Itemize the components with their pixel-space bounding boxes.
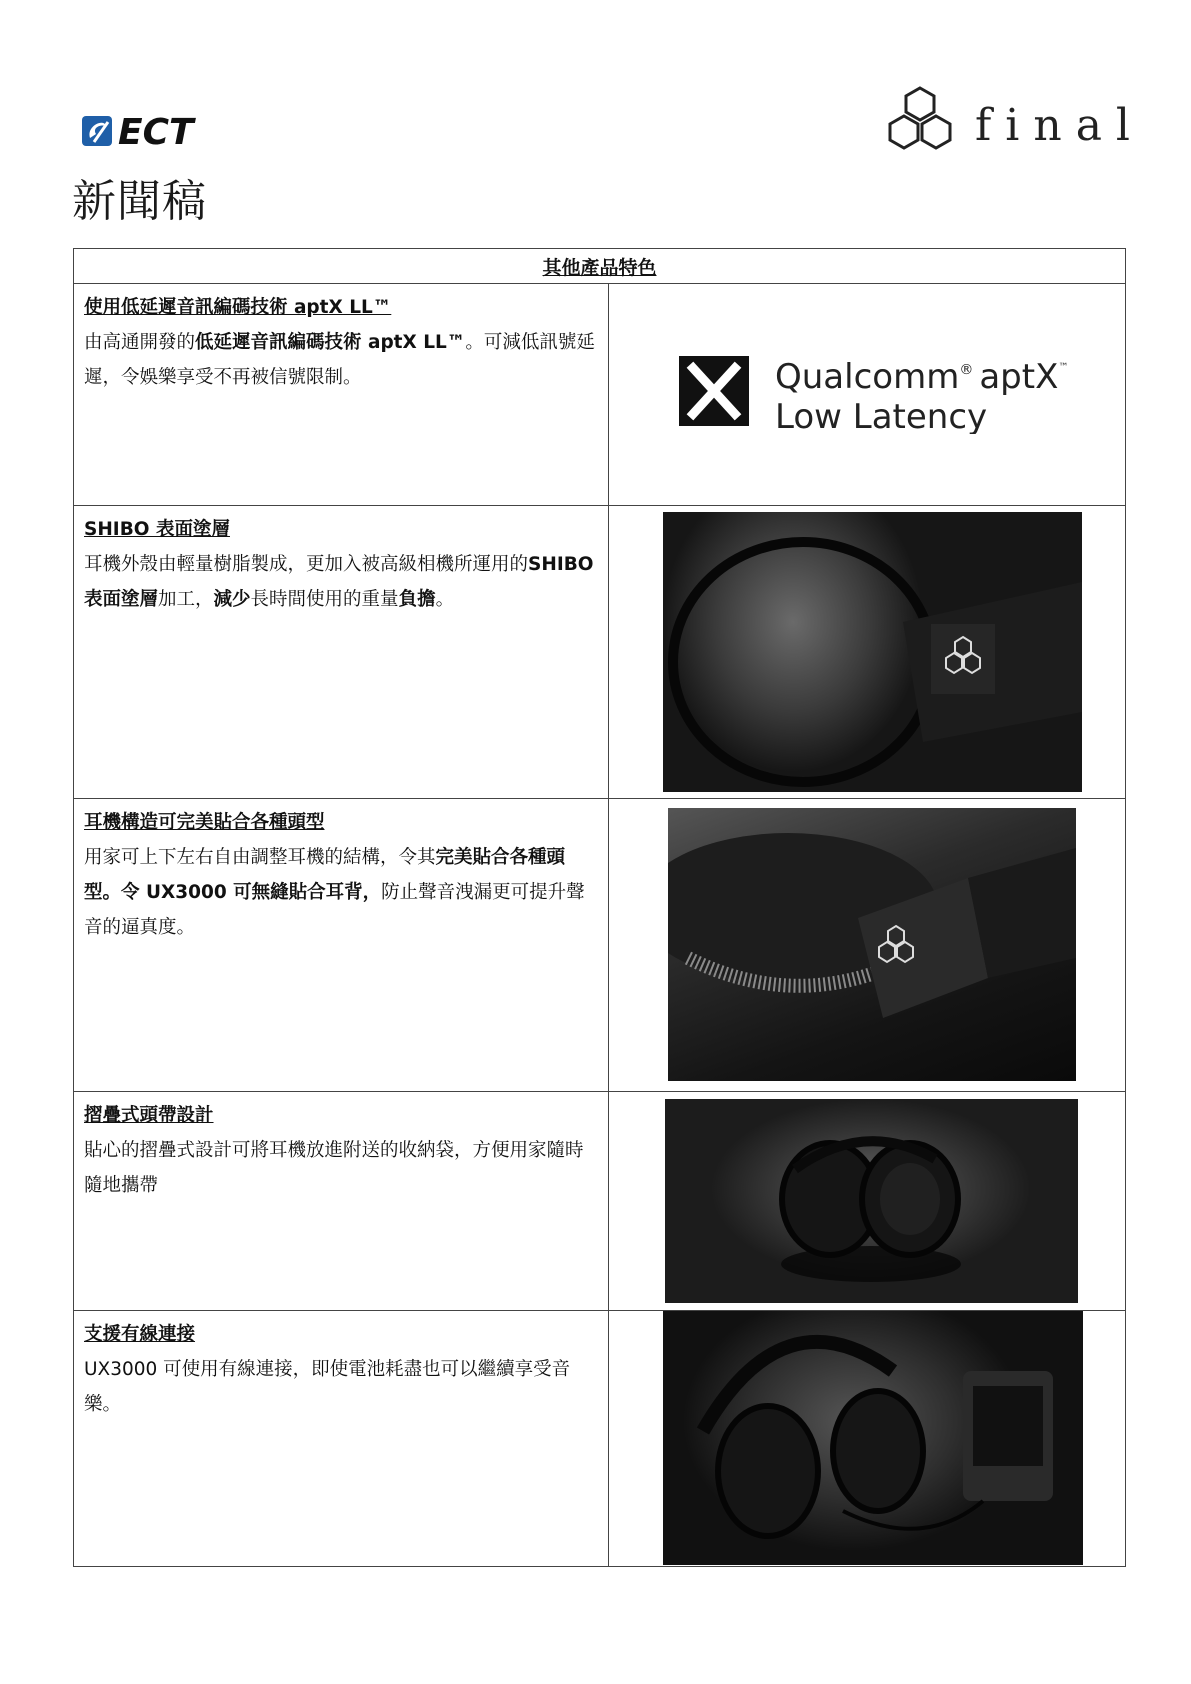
- folded-photo: [665, 1099, 1078, 1303]
- wired-photo: [663, 1311, 1083, 1565]
- feature-row: [74, 506, 1126, 799]
- feature-body: 貼心的摺疊式設計可將耳機放進附送的收納袋，方便用家隨時隨地攜帶: [84, 1140, 584, 1196]
- feature-image-cell: [609, 799, 1126, 1092]
- feature-row: [74, 1092, 1126, 1311]
- feature-body: 耳機外殼由輕量樹脂製成，更加入被高級相機所運用的SHIBO 表面塗層加工，減少長時間使用的重量負擔。: [84, 554, 594, 610]
- feature-image-cell: [609, 506, 1126, 799]
- feature-image-cell: [609, 1311, 1126, 1567]
- ect-logo-text: ECT: [118, 112, 194, 150]
- feature-title: 使用低延遲音訊編碼技術 aptX LL™: [84, 297, 392, 318]
- feature-table: [73, 248, 1126, 1567]
- earcup-photo: [663, 512, 1082, 792]
- feature-row: [74, 1311, 1126, 1567]
- svg-text:Qualcomm®aptX™: Qualcomm® aptX™: [775, 357, 1069, 397]
- hinge-photo: [668, 808, 1076, 1081]
- feature-row: [74, 284, 1126, 506]
- feature-image-cell: [609, 1092, 1126, 1311]
- feature-body: UX3000 可使用有線連接，即使電池耗盡也可以繼續享受音樂。: [84, 1359, 571, 1415]
- feature-title: SHIBO 表面塗層: [84, 519, 230, 540]
- feature-title: 支援有線連接: [84, 1324, 196, 1345]
- svg-text:Low Latency: Low Latency: [775, 397, 988, 434]
- feature-title: 摺疊式頭帶設計: [84, 1105, 214, 1126]
- table-heading: 其他產品特色: [74, 249, 1126, 284]
- ect-logo: [82, 112, 252, 150]
- final-logo-text: final: [975, 100, 1144, 151]
- page-title: 新聞稿: [72, 176, 207, 227]
- feature-title: 耳機構造可完美貼合各種頭型: [84, 812, 325, 833]
- feature-row: [74, 799, 1126, 1092]
- feature-body: 由高通開發的低延遲音訊編碼技術 aptX LL™。可減低訊號延遲，令娛樂享受不再被信號限制。: [84, 332, 595, 388]
- feature-body: 用家可上下左右自由調整耳機的結構，令其完美貼合各種頭型。令 UX3000 可無縫貼合耳背，防止聲音洩漏更可提升聲音的逼真度。: [84, 847, 585, 938]
- aptx-ll-logo: [679, 354, 1079, 434]
- feature-image-cell: [609, 284, 1126, 506]
